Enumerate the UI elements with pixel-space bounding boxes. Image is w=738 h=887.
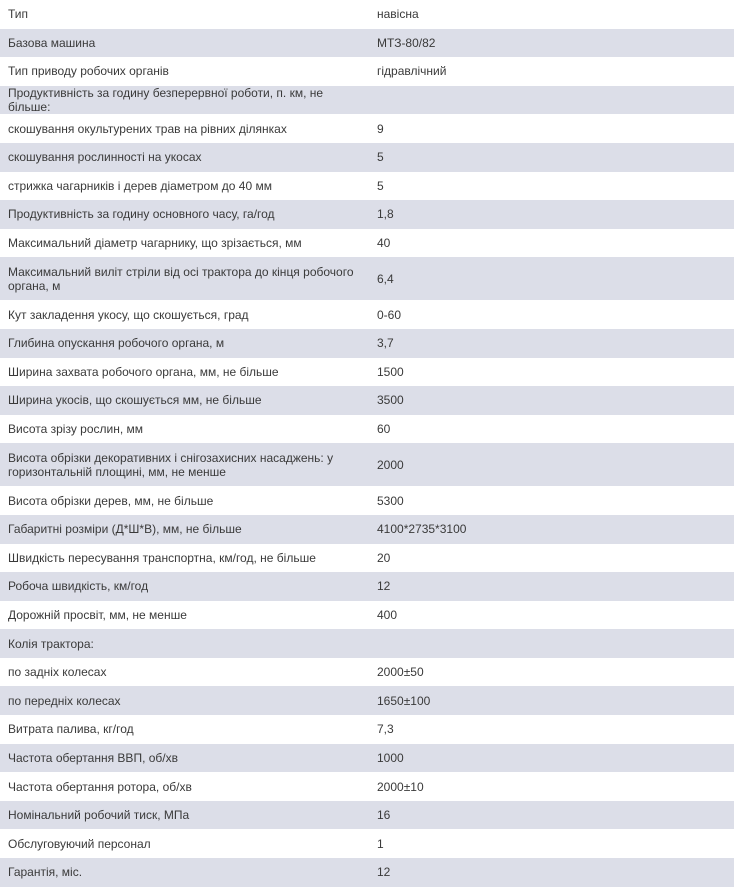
spec-value: 5300 <box>377 493 404 508</box>
spec-label: Обслуговуючий персонал <box>8 836 151 851</box>
table-row <box>0 86 734 115</box>
spec-label: Висота обрізки дерев, мм, не більше <box>8 493 214 508</box>
spec-value: 20 <box>377 550 391 565</box>
spec-label: Ширина захвата робочого органа, мм, не більше <box>8 364 279 379</box>
spec-label: Висота зрізу рослин, мм <box>8 422 144 437</box>
spec-value: 60 <box>377 422 391 437</box>
spec-label: Габаритні розміри (Д*Ш*В), мм, не більше <box>8 522 242 537</box>
spec-label: Гарантія, міс. <box>8 865 83 880</box>
spec-value: 2000±10 <box>377 779 424 794</box>
spec-label: Ширина укосів, що скошується мм, не більше <box>8 393 262 408</box>
table-row <box>0 329 734 358</box>
spec-label: Тип приводу робочих органів <box>8 64 169 79</box>
table-row <box>0 801 734 830</box>
spec-value: 5 <box>377 178 384 193</box>
spec-value: 16 <box>377 808 391 823</box>
spec-value: навісна <box>377 7 419 22</box>
spec-label: Дорожній просвіт, мм, не менше <box>8 607 187 622</box>
spec-value: 2000±50 <box>377 665 424 680</box>
table-row <box>0 858 734 887</box>
table-row <box>0 744 734 773</box>
spec-value: 9 <box>377 121 384 136</box>
spec-label: Витрата палива, кг/год <box>8 722 134 737</box>
spec-label: Продуктивність за годину безперервної роботи, п. км, не більше: <box>8 86 324 115</box>
spec-label: скошування рослинності на укосах <box>8 150 202 165</box>
table-row <box>0 544 734 573</box>
spec-value: 3,7 <box>377 336 394 351</box>
spec-label: по задніх колесах <box>8 665 107 680</box>
spec-value: 2000 <box>377 457 404 472</box>
spec-label: Максимальний діаметр чагарнику, що зрізається, мм <box>8 236 302 251</box>
table-row <box>0 57 734 86</box>
spec-label: Кут закладення укосу, що скошується, град <box>8 307 249 322</box>
spec-value: 400 <box>377 607 398 622</box>
table-row <box>0 386 734 415</box>
table-row <box>0 601 734 630</box>
spec-label: стрижка чагарників і дерев діаметром до 40 мм <box>8 178 272 193</box>
spec-value: 4100*2735*3100 <box>377 522 467 537</box>
spec-label: Швидкість пересування транспортна, км/год, не більше <box>8 550 316 565</box>
spec-label: Висота обрізки декоративних і снігозахисних насаджень: у горизонтальній площині, мм, не менше <box>8 450 334 479</box>
spec-value <box>367 629 734 658</box>
table-row <box>0 143 734 172</box>
table-row <box>0 772 734 801</box>
table-row <box>0 29 734 58</box>
spec-value <box>367 86 734 115</box>
spec-value: 1,8 <box>377 207 394 222</box>
table-row <box>0 572 734 601</box>
spec-label: Максимальний виліт стріли від осі трактора до кінця робочого органа, м <box>8 264 354 293</box>
table-row <box>0 300 734 329</box>
spec-label: Частота обертання ротора, об/хв <box>8 779 192 794</box>
spec-label: Частота обертання ВВП, об/хв <box>8 750 178 765</box>
table-row <box>0 200 734 229</box>
table-row <box>0 114 734 143</box>
table-row <box>0 0 734 29</box>
table-row <box>0 629 734 658</box>
spec-label: по передніх колесах <box>8 693 121 708</box>
spec-value: 12 <box>377 865 391 880</box>
spec-label: Базова машина <box>8 35 96 50</box>
spec-value: 7,3 <box>377 722 394 737</box>
spec-value: 1 <box>377 836 384 851</box>
spec-value: 40 <box>377 236 391 251</box>
spec-value: 1000 <box>377 750 404 765</box>
spec-label: Тип <box>8 7 29 22</box>
spec-label: Робоча швидкість, км/год <box>8 579 149 594</box>
table-row <box>0 443 734 486</box>
spec-value: 1500 <box>377 364 404 379</box>
table-row <box>0 658 734 687</box>
spec-value: 0-60 <box>377 307 402 322</box>
spec-label: Номінальний робочий тиск, МПа <box>8 808 190 823</box>
spec-value: 5 <box>377 150 384 165</box>
spec-value: МТЗ-80/82 <box>377 35 436 50</box>
table-row <box>0 829 734 858</box>
spec-value: 1650±100 <box>377 693 431 708</box>
spec-label: Продуктивність за годину основного часу, га/год <box>8 207 275 222</box>
table-row <box>0 486 734 515</box>
table-row <box>0 172 734 201</box>
table-row <box>0 715 734 744</box>
table-row <box>0 358 734 387</box>
spec-label: Колія трактора: <box>8 636 94 651</box>
spec-value: 12 <box>377 579 391 594</box>
table-row <box>0 515 734 544</box>
table-row <box>0 415 734 444</box>
table-row <box>0 257 734 300</box>
spec-value: гідравлічний <box>377 64 447 79</box>
spec-value: 6,4 <box>377 271 394 286</box>
table-row <box>0 686 734 715</box>
spec-label: Глибина опускання робочого органа, м <box>8 336 225 351</box>
table-row <box>0 229 734 258</box>
spec-value: 3500 <box>377 393 404 408</box>
spec-label: скошування окультурених трав на рівних ділянках <box>8 121 287 136</box>
